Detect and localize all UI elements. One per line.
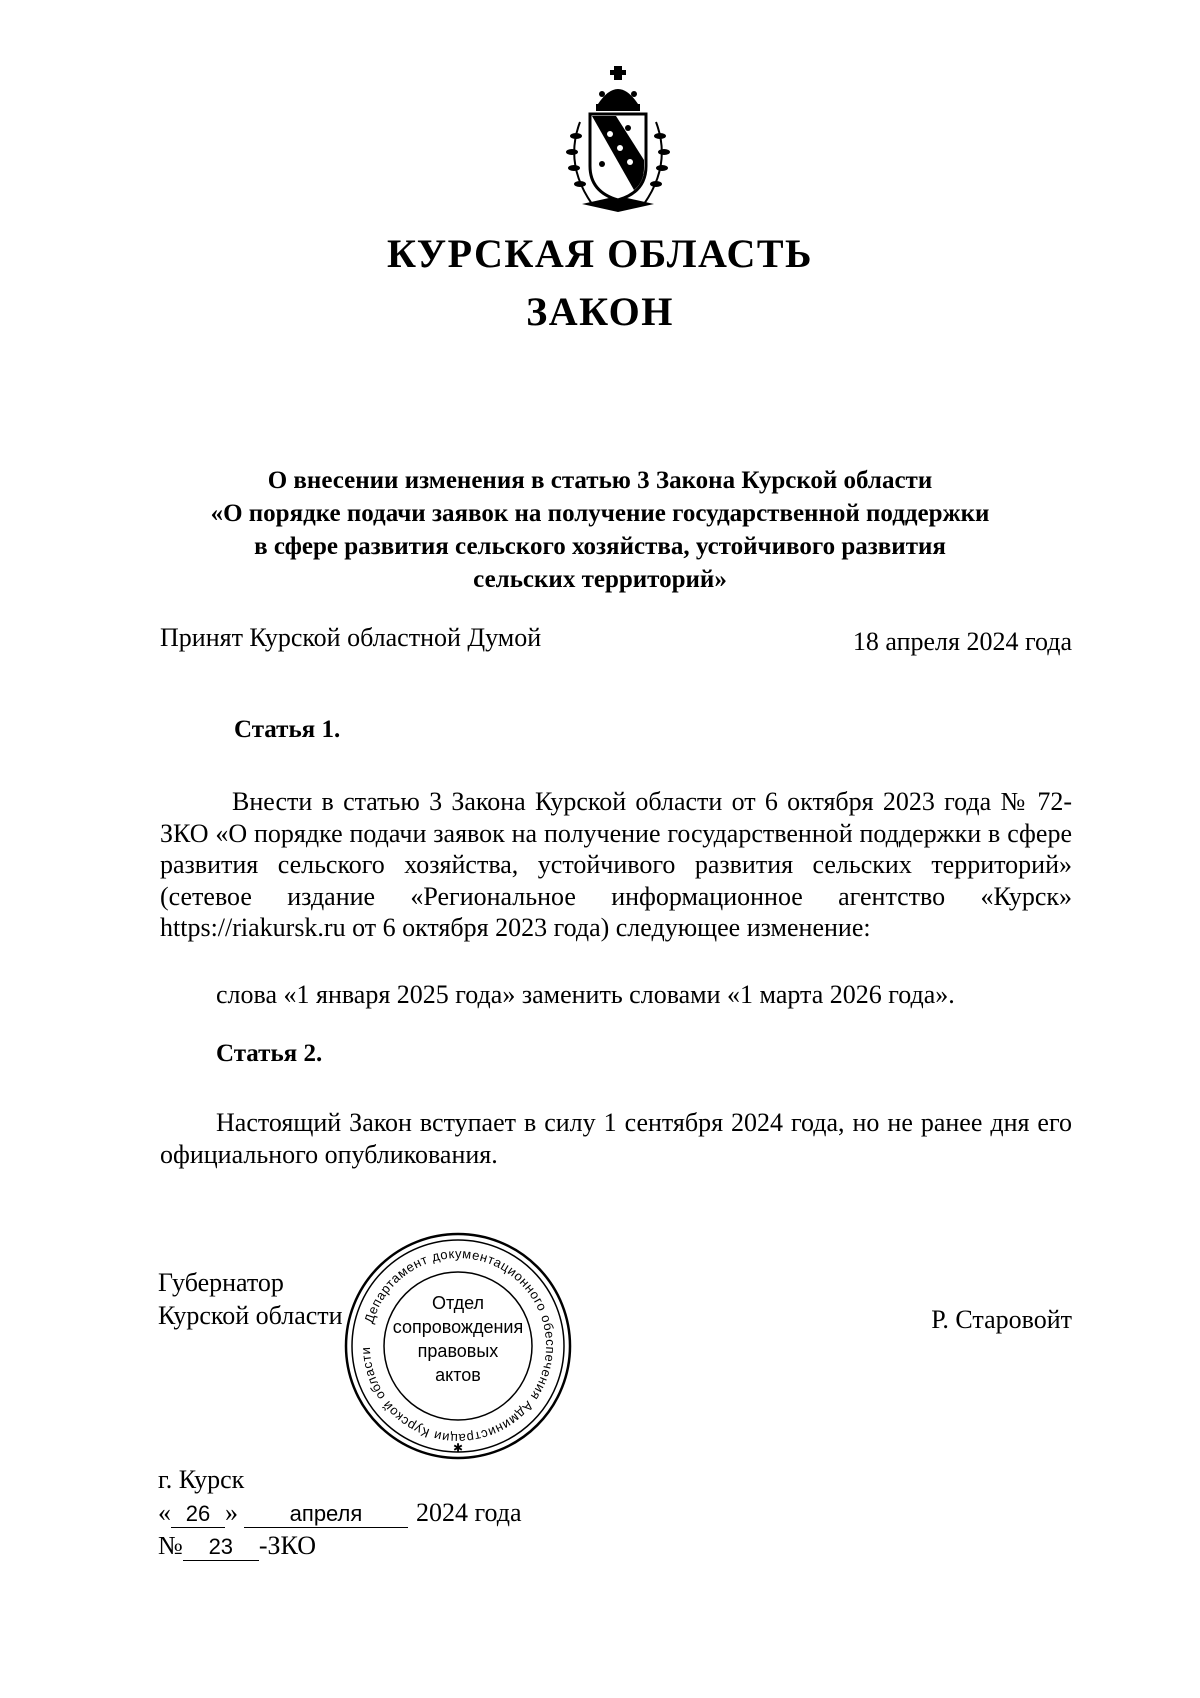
law-number-line <box>158 1529 522 1562</box>
city-line: г. Курск <box>158 1465 245 1494</box>
coat-of-arms-icon <box>562 64 674 214</box>
law-subject-line: О внесении изменения в статью 3 Закона Курской области <box>267 467 933 494</box>
article-2-text: Настоящий Закон вступает в силу 1 сентября 2024 года, но не ранее дня его официального опубликования. <box>160 1108 1072 1169</box>
signing-day: 26 <box>171 1501 225 1528</box>
law-subject-line: «О порядке подачи заявок на получение государственной поддержки <box>210 500 990 527</box>
article-1-text: Внести в статью 3 Закона Курской области от 6 октября 2023 года № 72-ЗКО «О порядке подачи заявок на получение государственной поддержки в сфере развития сельского хозяйства, устойчивого развития сельских территорий» (сетевое издание «Региональное информационное агентство «Курск» https://riakursk.ru от 6 октября 2023 года) следующее изменение: <box>160 787 1072 942</box>
seal-center-line: актов <box>435 1365 481 1385</box>
adoption-date: 18 апреля 2024 года <box>852 627 1072 656</box>
seal-center-line: правовых <box>417 1341 499 1361</box>
law-subject <box>150 464 1050 596</box>
signing-date-line <box>158 1496 522 1529</box>
signatory-name: Р. Старовойт <box>931 1305 1072 1334</box>
seal-star-icon: ✱ <box>452 1441 464 1455</box>
date-open-quote: « <box>158 1498 171 1527</box>
seal-center-line: Отдел <box>431 1293 485 1313</box>
law-subject-line: сельских территорий» <box>473 566 727 593</box>
signatory-position <box>158 1266 343 1332</box>
law-number: 23 <box>183 1534 259 1561</box>
adopted-by-text: Принят Курской областной Думой <box>160 623 542 652</box>
signing-year: 2024 года <box>416 1498 522 1527</box>
signatory-position-line: Курской области <box>158 1301 343 1330</box>
article-1-heading: Статья 1. <box>234 716 341 743</box>
signatory-position-line: Губернатор <box>158 1268 284 1297</box>
seal-center-line: сопровождения <box>392 1317 524 1337</box>
document-type-title: ЗАКОН <box>526 289 674 334</box>
signing-month: апреля <box>244 1501 408 1528</box>
law-number-suffix: -ЗКО <box>258 1531 316 1560</box>
number-sign: № <box>158 1531 183 1560</box>
region-title: КУРСКАЯ ОБЛАСТЬ <box>387 231 813 276</box>
article-2-heading: Статья 2. <box>216 1040 323 1067</box>
law-subject-line: в сфере развития сельского хозяйства, устойчивого развития <box>254 533 946 560</box>
place-date-number-block <box>158 1463 522 1562</box>
seal-ring-text: Департамент документационного обеспечения Администрации Курской области <box>357 1245 559 1447</box>
date-close-quote: » <box>225 1498 238 1527</box>
article-1-amendment: слова «1 января 2025 года» заменить словами «1 марта 2026 года». <box>216 980 955 1009</box>
seal-center-text <box>372 1291 544 1387</box>
